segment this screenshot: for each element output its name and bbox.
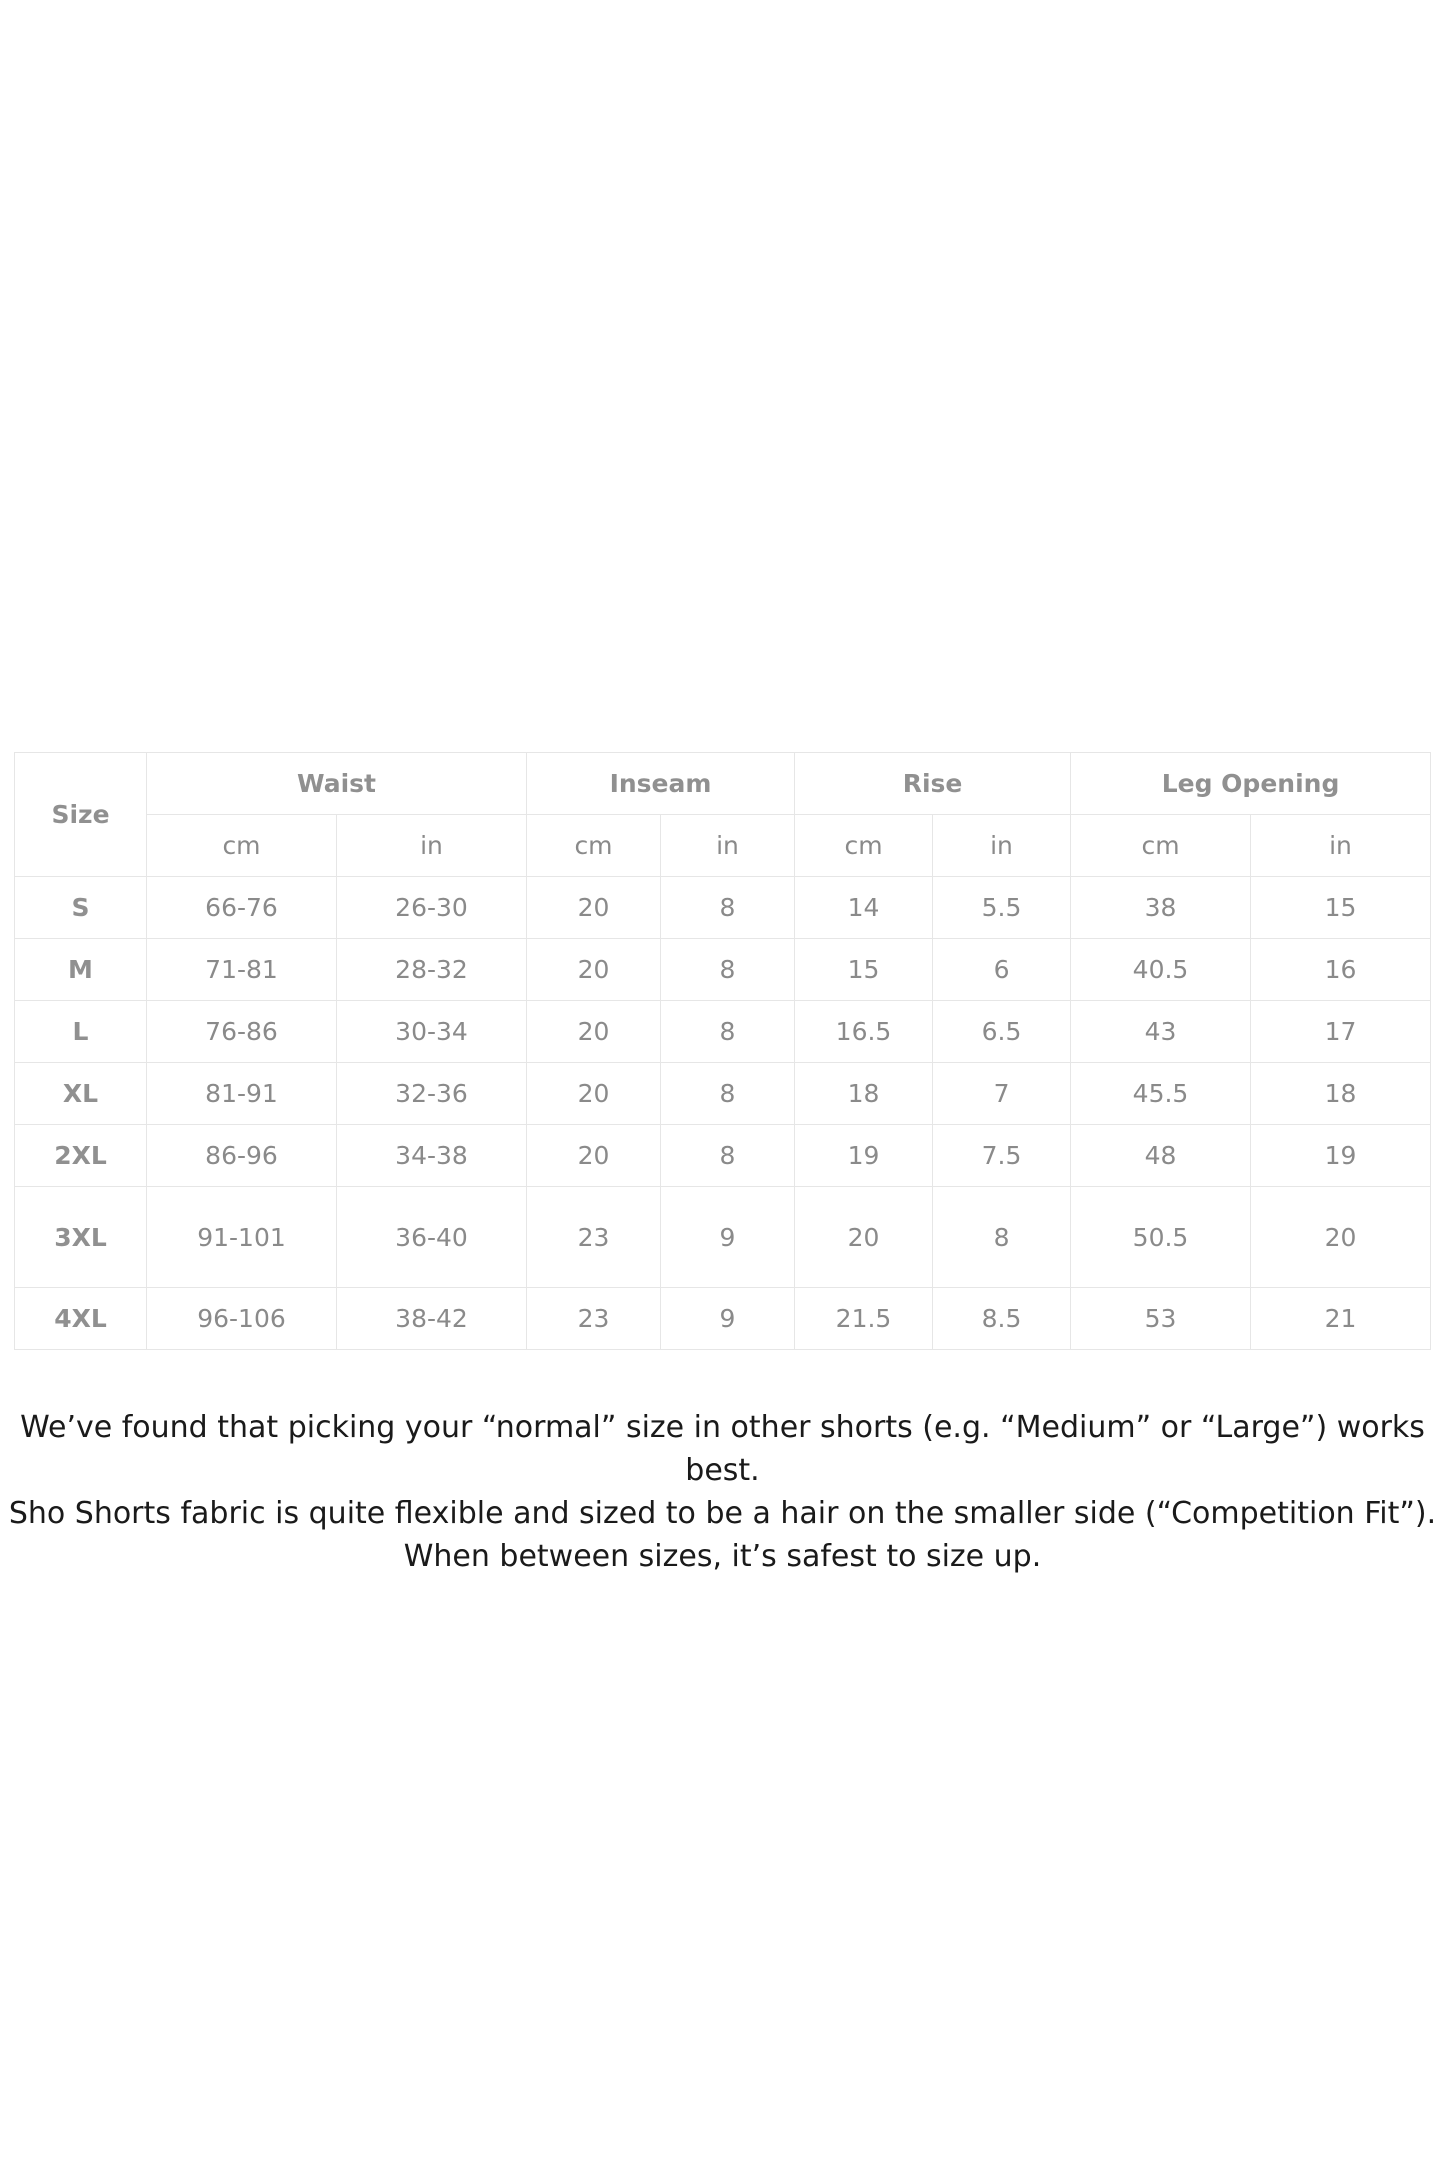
size-chart-table xyxy=(14,752,1431,1350)
table-cell: 7.5 xyxy=(933,1125,1071,1187)
table-cell: 9 xyxy=(661,1187,795,1288)
table-row xyxy=(15,1187,1431,1288)
table-cell: 6.5 xyxy=(933,1001,1071,1063)
unit-header: cm xyxy=(795,815,933,877)
table-cell: 81-91 xyxy=(147,1063,337,1125)
table-row xyxy=(15,877,1431,939)
table-cell: 20 xyxy=(527,1001,661,1063)
table-cell: 20 xyxy=(527,1125,661,1187)
table-cell: 19 xyxy=(795,1125,933,1187)
table-cell: 23 xyxy=(527,1288,661,1350)
table-cell: 21 xyxy=(1251,1288,1431,1350)
table-cell: 50.5 xyxy=(1071,1187,1251,1288)
table-row xyxy=(15,1063,1431,1125)
sizing-note xyxy=(0,1406,1445,1578)
size-cell: XL xyxy=(15,1063,147,1125)
table-cell: 6 xyxy=(933,939,1071,1001)
table-cell: 16.5 xyxy=(795,1001,933,1063)
unit-header-row xyxy=(15,815,1431,877)
unit-header: in xyxy=(933,815,1071,877)
table-cell: 45.5 xyxy=(1071,1063,1251,1125)
table-cell: 71-81 xyxy=(147,939,337,1001)
table-row xyxy=(15,1001,1431,1063)
inseam-header: Inseam xyxy=(527,753,795,815)
table-cell: 20 xyxy=(527,877,661,939)
table-cell: 76-86 xyxy=(147,1001,337,1063)
table-cell: 23 xyxy=(527,1187,661,1288)
table-cell: 26-30 xyxy=(337,877,527,939)
table-cell: 32-36 xyxy=(337,1063,527,1125)
size-cell: M xyxy=(15,939,147,1001)
table-cell: 38-42 xyxy=(337,1288,527,1350)
table-cell: 17 xyxy=(1251,1001,1431,1063)
table-cell: 20 xyxy=(527,1063,661,1125)
size-cell: L xyxy=(15,1001,147,1063)
table-cell: 5.5 xyxy=(933,877,1071,939)
table-cell: 19 xyxy=(1251,1125,1431,1187)
table-cell: 8 xyxy=(661,1125,795,1187)
table-cell: 8 xyxy=(661,1001,795,1063)
group-header-row xyxy=(15,753,1431,815)
table-cell: 18 xyxy=(795,1063,933,1125)
unit-header: cm xyxy=(1071,815,1251,877)
waist-header: Waist xyxy=(147,753,527,815)
size-cell: 3XL xyxy=(15,1187,147,1288)
table-cell: 8 xyxy=(933,1187,1071,1288)
leg-opening-header: Leg Opening xyxy=(1071,753,1431,815)
table-cell: 96-106 xyxy=(147,1288,337,1350)
table-row xyxy=(15,1288,1431,1350)
table-cell: 20 xyxy=(795,1187,933,1288)
table-cell: 15 xyxy=(1251,877,1431,939)
sizing-note-line: We’ve found that picking your “normal” size in other shorts (e.g. “Medium” or “Large”) works best. xyxy=(20,1410,1425,1488)
size-cell: S xyxy=(15,877,147,939)
table-cell: 91-101 xyxy=(147,1187,337,1288)
sizing-note-line: When between sizes, it’s safest to size up. xyxy=(403,1539,1042,1574)
table-cell: 53 xyxy=(1071,1288,1251,1350)
table-cell: 16 xyxy=(1251,939,1431,1001)
table-row xyxy=(15,1125,1431,1187)
table-cell: 8 xyxy=(661,877,795,939)
sizing-note-line: Sho Shorts fabric is quite flexible and sized to be a hair on the smaller side (“Competition Fit”). xyxy=(8,1496,1437,1531)
unit-header: in xyxy=(1251,815,1431,877)
table-cell: 20 xyxy=(1251,1187,1431,1288)
table-cell: 8 xyxy=(661,939,795,1001)
rise-header: Rise xyxy=(795,753,1071,815)
table-cell: 21.5 xyxy=(795,1288,933,1350)
table-cell: 7 xyxy=(933,1063,1071,1125)
unit-header: cm xyxy=(147,815,337,877)
table-cell: 20 xyxy=(527,939,661,1001)
table-cell: 14 xyxy=(795,877,933,939)
table-cell: 8 xyxy=(661,1063,795,1125)
table-cell: 34-38 xyxy=(337,1125,527,1187)
table-cell: 18 xyxy=(1251,1063,1431,1125)
size-cell: 2XL xyxy=(15,1125,147,1187)
table-cell: 86-96 xyxy=(147,1125,337,1187)
unit-header: cm xyxy=(527,815,661,877)
table-cell: 43 xyxy=(1071,1001,1251,1063)
table-cell: 28-32 xyxy=(337,939,527,1001)
table-row xyxy=(15,939,1431,1001)
table-cell: 40.5 xyxy=(1071,939,1251,1001)
unit-header: in xyxy=(661,815,795,877)
size-column-header: Size xyxy=(15,753,147,877)
table-cell: 38 xyxy=(1071,877,1251,939)
table-cell: 9 xyxy=(661,1288,795,1350)
table-cell: 15 xyxy=(795,939,933,1001)
table-cell: 30-34 xyxy=(337,1001,527,1063)
table-cell: 8.5 xyxy=(933,1288,1071,1350)
table-cell: 66-76 xyxy=(147,877,337,939)
size-cell: 4XL xyxy=(15,1288,147,1350)
unit-header: in xyxy=(337,815,527,877)
table-cell: 36-40 xyxy=(337,1187,527,1288)
table-cell: 48 xyxy=(1071,1125,1251,1187)
